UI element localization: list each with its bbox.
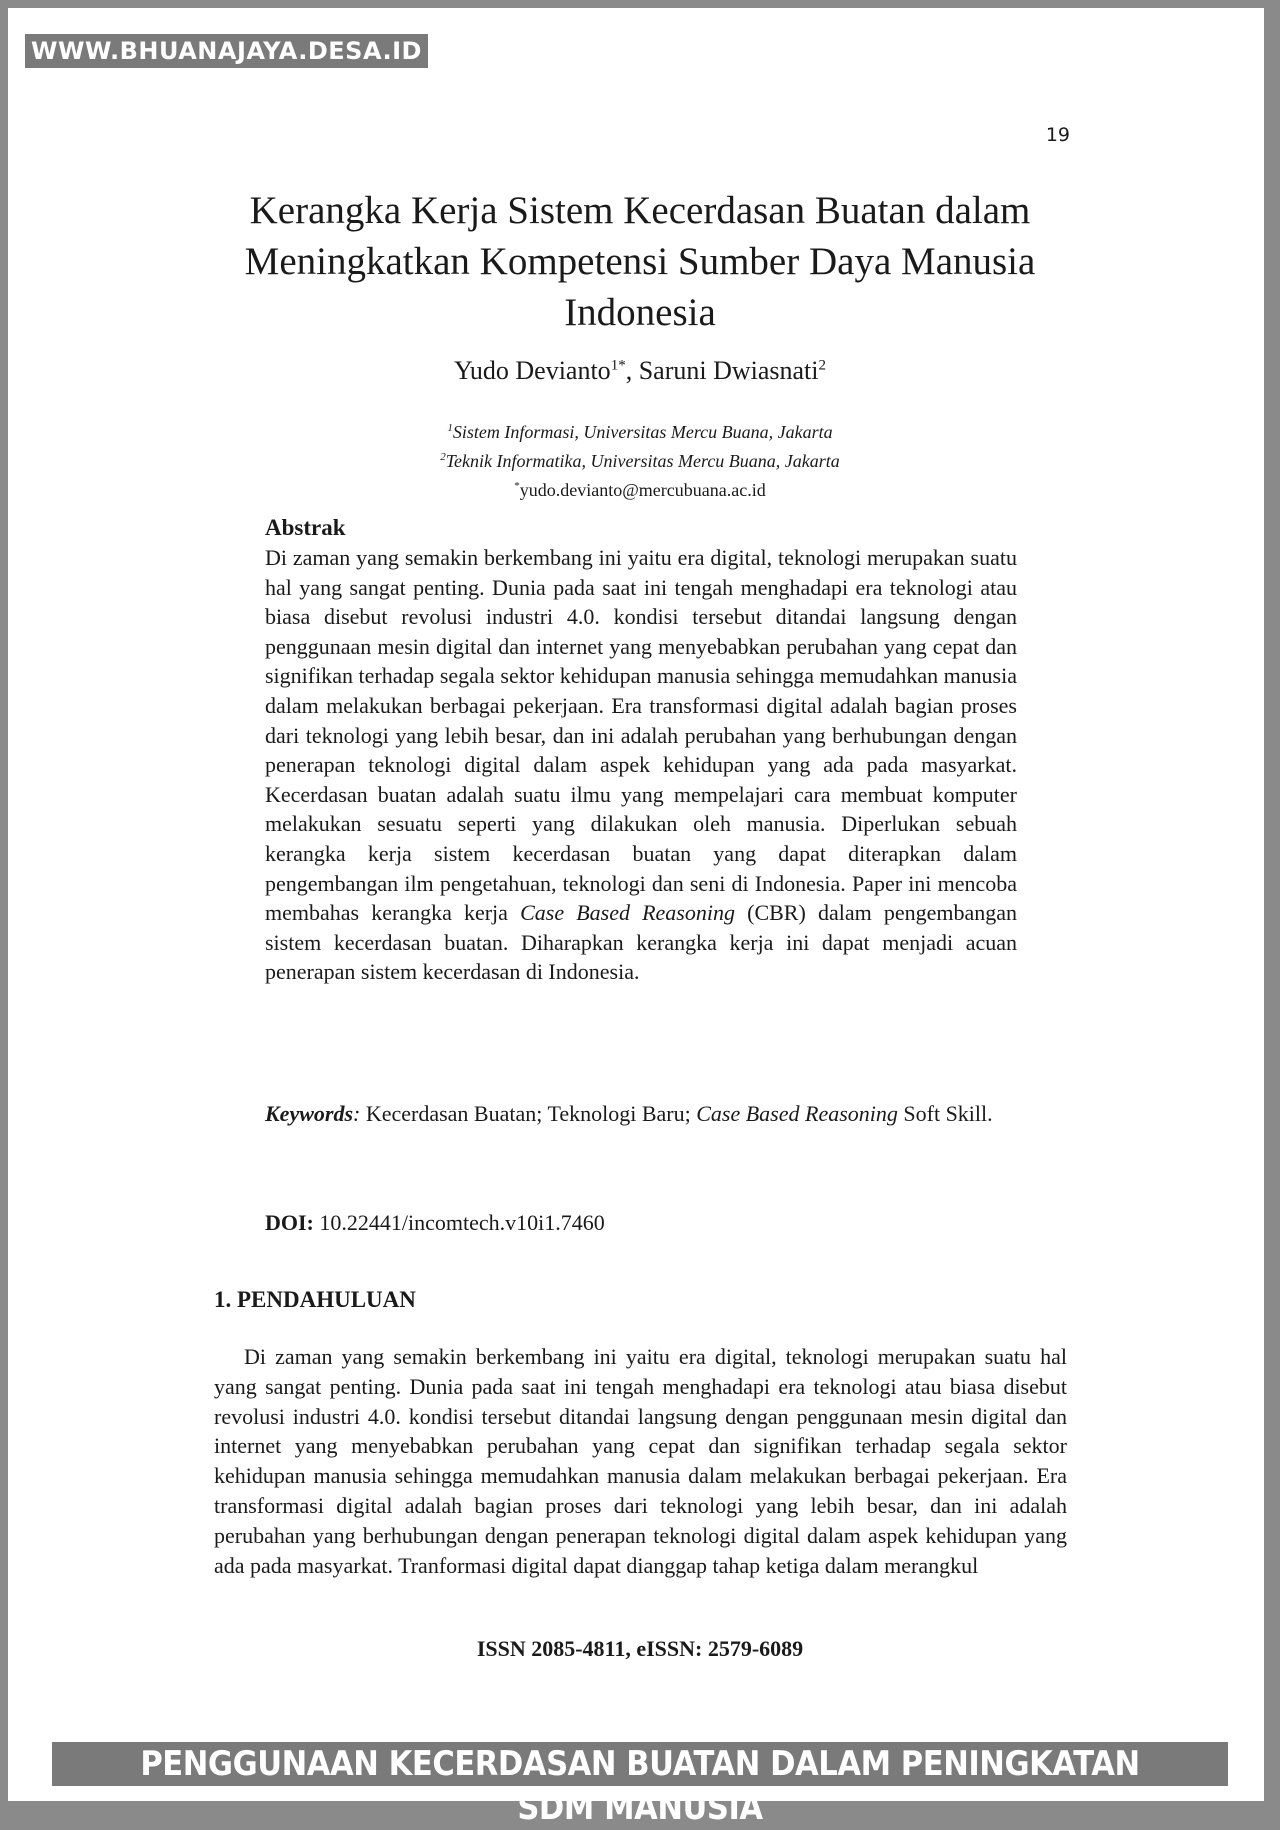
keywords-colon: :	[353, 1101, 361, 1126]
abstract-text-part: (CBR) dalam pengembangan sistem kecerdasan buatan. Diharapkan kerangka kerja ini dapat menjadi acuan penerapan sistem kecerdasan di Indonesia.	[265, 900, 1017, 985]
section-title: 1. PENDAHULUAN	[214, 1287, 416, 1312]
affiliation-text: Teknik Informatika, Universitas Mercu Buana, Jakarta	[445, 451, 840, 471]
abstract-text-italic: Case Based Reasoning	[520, 900, 735, 926]
doi-label: DOI:	[265, 1210, 314, 1235]
author-name: Saruni Dwiasnati	[638, 356, 819, 385]
page-number: 19	[1045, 124, 1070, 146]
affiliation-superscript: 1	[447, 422, 453, 434]
affiliation-email-line	[180, 474, 1100, 503]
caption-banner-text: PENGGUNAAN KECERDASAN BUATAN DALAM PENINGKATAN SDM MANUSIA	[140, 1744, 1140, 1828]
affiliation-superscript: *	[514, 480, 520, 492]
affiliation-line	[180, 445, 1100, 474]
issn-footer: ISSN 2085-4811, eISSN: 2579-6089	[476, 1636, 804, 1661]
doi	[265, 1210, 1017, 1236]
author-name: Yudo Devianto	[453, 356, 611, 385]
abstract-text	[265, 543, 1017, 987]
affiliation-text: Sistem Informasi, Universitas Mercu Buana, Jakarta	[452, 422, 833, 442]
paper-title: Kerangka Kerja Sistem Kecerdasan Buatan dalam Meningkatkan Kompetensi Sumber Daya Manusia Indonesia	[244, 189, 1036, 334]
author-superscript: 1*	[610, 357, 626, 374]
watermark-label: WWW.BHUANAJAYA.DESA.ID	[25, 34, 428, 68]
author-superscript: 2	[818, 357, 826, 374]
affiliation-line	[180, 416, 1100, 445]
keywords	[265, 1099, 1017, 1129]
keywords-label: Keywords	[265, 1101, 353, 1126]
affiliation-superscript: 2	[440, 451, 446, 463]
doi-value: 10.22441/incomtech.v10i1.7460	[313, 1210, 605, 1235]
author-line	[180, 356, 1100, 386]
abstract-heading: Abstrak	[265, 515, 346, 540]
caption-banner	[52, 1742, 1228, 1828]
email-text: yudo.devianto@mercubuana.ac.id	[519, 480, 766, 500]
keywords-text: Soft Skill.	[897, 1101, 993, 1126]
abstract-text-part: Di zaman yang semakin berkembang ini yaitu era digital, teknologi merupakan suatu hal yang sangat penting. Dunia pada saat ini tengah menghadapi era teknologi atau biasa disebut revolusi industri 4.0. kondisi tersebut ditandai langsung dengan penggunaan mesin digital dan internet yang menyebabkan perubahan yang cepat dan signifikan terhadap segala sektor kehidupan manusia sehingga memudahkan manusia dalam melakukan berbagai pekerjaan. Era transformasi digital adalah bagian proses dari teknologi yang lebih besar, dan ini adalah perubahan yang berhubungan dengan penerapan teknologi digital dalam aspek kehidupan yang ada pada masyarkat. Kecerdasan buatan adalah suatu ilmu yang mempelajari cara membuat komputer melakukan sesuatu seperti yang dilakukan oleh manusia. Diperlukan sebuah kerangka kerja sistem kecerdasan buatan yang dapat diterapkan dalam pengembangan ilm pengetahuan, teknologi dan seni di Indonesia. Paper ini mencoba membahas kerangka kerja	[265, 545, 1017, 926]
abstract-section	[265, 513, 1017, 987]
keywords-italic: Case Based Reasoning	[696, 1101, 898, 1126]
section-body	[214, 1342, 1067, 1580]
keywords-text: Kecerdasan Buatan; Teknologi Baru;	[360, 1101, 697, 1126]
body-paragraph: Di zaman yang semakin berkembang ini yaitu era digital, teknologi merupakan suatu hal yang sangat penting. Dunia pada saat ini tengah menghadapi era teknologi atau biasa disebut revolusi industri 4.0. kondisi tersebut ditandai langsung dengan penggunaan mesin digital dan internet yang menyebabkan perubahan yang cepat dan signifikan terhadap segala sektor kehidupan manusia sehingga memudahkan manusia dalam melakukan berbagai pekerjaan. Era transformasi digital adalah bagian proses dari teknologi yang lebih besar, dan ini adalah perubahan yang berhubungan dengan penerapan teknologi digital dalam aspek kehidupan yang ada pada masyarkat. Tranformasi digital dapat dianggap tahap ketiga dalam merangkul	[214, 1344, 1067, 1578]
author-separator: ,	[625, 356, 639, 385]
affiliations	[180, 416, 1100, 503]
